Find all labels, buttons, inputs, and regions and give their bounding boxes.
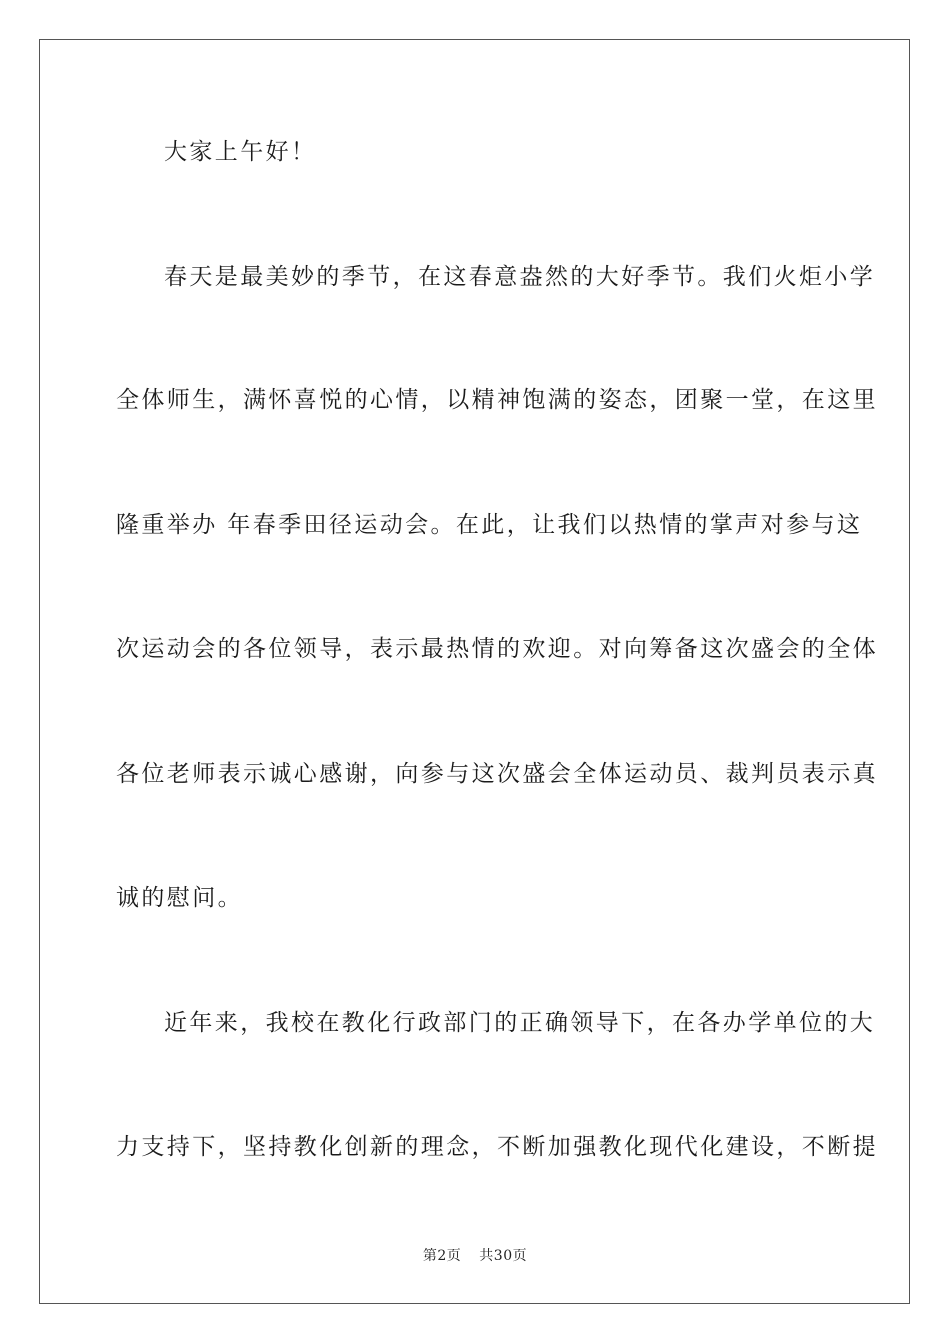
page-total: 共30页 [479,1248,528,1264]
page-border [39,39,910,1304]
paragraph-line: 隆重举办 年春季田径运动会。在此，让我们以热情的掌声对参与这 [116,512,863,538]
paragraph-line: 诚的慰问。 [116,885,243,911]
paragraph-line: 近年来，我校在教化行政部门的正确领导下，在各办学单位的大 [164,1010,876,1036]
page-number: 第2页 [422,1248,462,1264]
paragraph-line: 力支持下，坚持教化创新的理念，不断加强教化现代化建设，不断提 [116,1134,878,1160]
paragraph-line: 春天是最美妙的季节，在这春意盎然的大好季节。我们火炬小学 [164,264,876,290]
page-footer [0,1247,950,1265]
paragraph-line: 全体师生，满怀喜悦的心情，以精神饱满的姿态，团聚一堂，在这里 [116,387,878,413]
paragraph-line: 各位老师表示诚心感谢，向参与这次盛会全体运动员、裁判员表示真 [116,761,878,787]
paragraph-line: 次运动会的各位领导，表示最热情的欢迎。对向筹备这次盛会的全体 [116,636,878,662]
greeting-line: 大家上午好！ [164,139,317,165]
